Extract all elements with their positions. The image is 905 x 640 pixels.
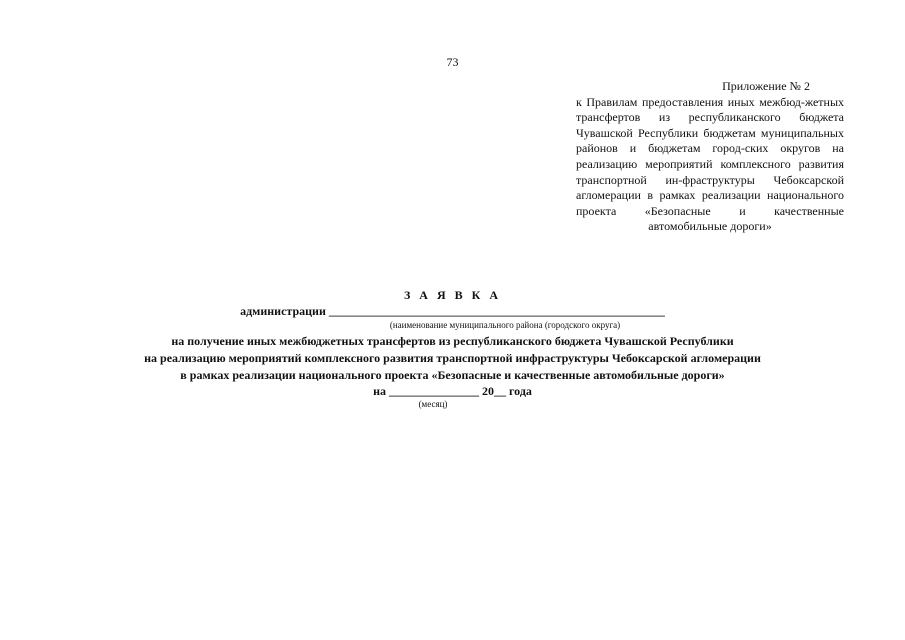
appendix-block [576,79,844,235]
purpose-line-1: на получение иных межбюджетных трансфертов из республиканского бюджета Чувашской Республики [171,334,734,348]
appendix-text: к Правилам предоставления иных межбюд-жетных трансфертов из республиканского бюджета Чувашской Республики бюджетам муниципальных районов и бюджетам город-ских округов на реализацию мероприятий комплексного развития транспортной ин-фраструктуры Чебоксарской агломерации в рамках реализации национального проекта «Безопасные и качественные автомобильные дороги» [576,94,844,234]
page-number: 73 [446,55,459,69]
period-field: на _______________ 20__ года [373,384,532,398]
municipality-hint: (наименование муниципального района (городского округа) [389,320,621,330]
month-hint: (месяц) [418,399,448,409]
administration-field: администрации ________________________________________________________ [240,304,665,318]
purpose-line-3: в рамках реализации национального проекта «Безопасные и качественные автомобильные дороги» [180,368,725,382]
purpose-line-2: на реализацию мероприятий комплексного развития транспортной инфраструктуры Чебоксарской агломерации [144,351,761,365]
application-title: З А Я В К А [403,288,502,302]
appendix-title: Приложение № 2 [722,79,810,93]
